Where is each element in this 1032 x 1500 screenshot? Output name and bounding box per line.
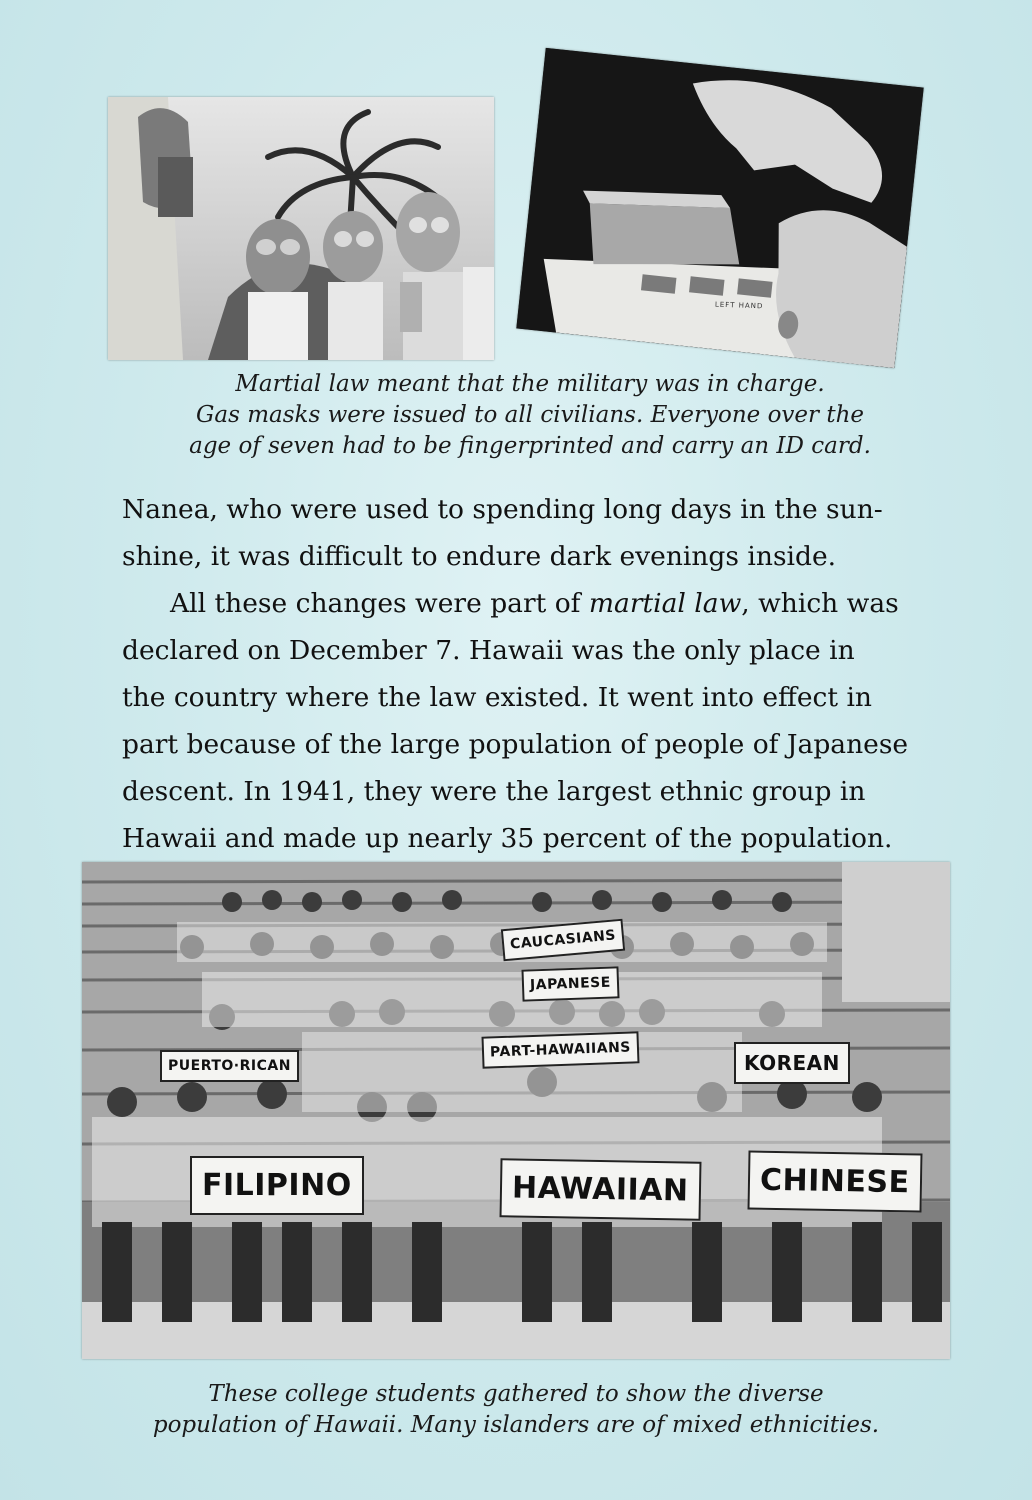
sign-korean: KOREAN bbox=[734, 1042, 850, 1084]
text-segment: All these changes were part of bbox=[170, 588, 589, 619]
sign-caucasians: CAUCASIANS bbox=[501, 919, 625, 962]
sign-puerto-rican: PUERTO·RICAN bbox=[160, 1050, 299, 1082]
caption-line: These college students gathered to show the diverse bbox=[208, 1381, 824, 1407]
caption-line: Martial law meant that the military was in charge. bbox=[235, 371, 825, 397]
text-line: shine, it was difficult to endure dark evenings inside. bbox=[122, 541, 837, 572]
caption-line: Gas masks were issued to all civilians. Everyone over the bbox=[196, 402, 864, 428]
fingerprint-photo-illustration bbox=[516, 48, 923, 368]
fingerprint-photo bbox=[516, 48, 923, 368]
sign-japanese: JAPANESE bbox=[521, 966, 619, 1001]
text-line: declared on December 7. Hawaii was the only place in bbox=[122, 635, 855, 666]
gas-mask-photo-illustration bbox=[108, 97, 494, 360]
sign-hawaiian: HAWAIIAN bbox=[500, 1158, 702, 1220]
text-line: Hawaii and made up nearly 35 percent of the population. bbox=[122, 823, 893, 854]
paragraph-1 bbox=[122, 486, 912, 580]
text-line bbox=[122, 580, 912, 627]
students-group-photo bbox=[82, 862, 950, 1359]
text-line: Nanea, who were used to spending long days in the sun- bbox=[122, 494, 883, 525]
text-segment: , which was bbox=[741, 588, 899, 619]
caption-line: age of seven had to be fingerprinted and carry an ID card. bbox=[189, 433, 871, 459]
paragraph-2 bbox=[122, 580, 912, 862]
sign-filipino: FILIPINO bbox=[190, 1156, 364, 1215]
top-photo-caption bbox=[150, 369, 910, 462]
emphasis-martial-law: martial law bbox=[588, 588, 742, 619]
text-line: part because of the large population of people of Japanese bbox=[122, 729, 909, 760]
bottom-photo-caption bbox=[130, 1379, 902, 1441]
body-text bbox=[122, 486, 912, 862]
text-line: the country where the law existed. It went into effect in bbox=[122, 682, 872, 713]
sign-part-hawaiians: PART-HAWAIIANS bbox=[481, 1031, 639, 1068]
fingerprint-card-label: LEFT HAND bbox=[714, 300, 764, 311]
sign-chinese: CHINESE bbox=[747, 1150, 922, 1212]
gas-mask-photo bbox=[108, 97, 494, 360]
caption-line: population of Hawaii. Many islanders are of mixed ethnicities. bbox=[152, 1412, 880, 1438]
text-line: descent. In 1941, they were the largest ethnic group in bbox=[122, 776, 866, 807]
